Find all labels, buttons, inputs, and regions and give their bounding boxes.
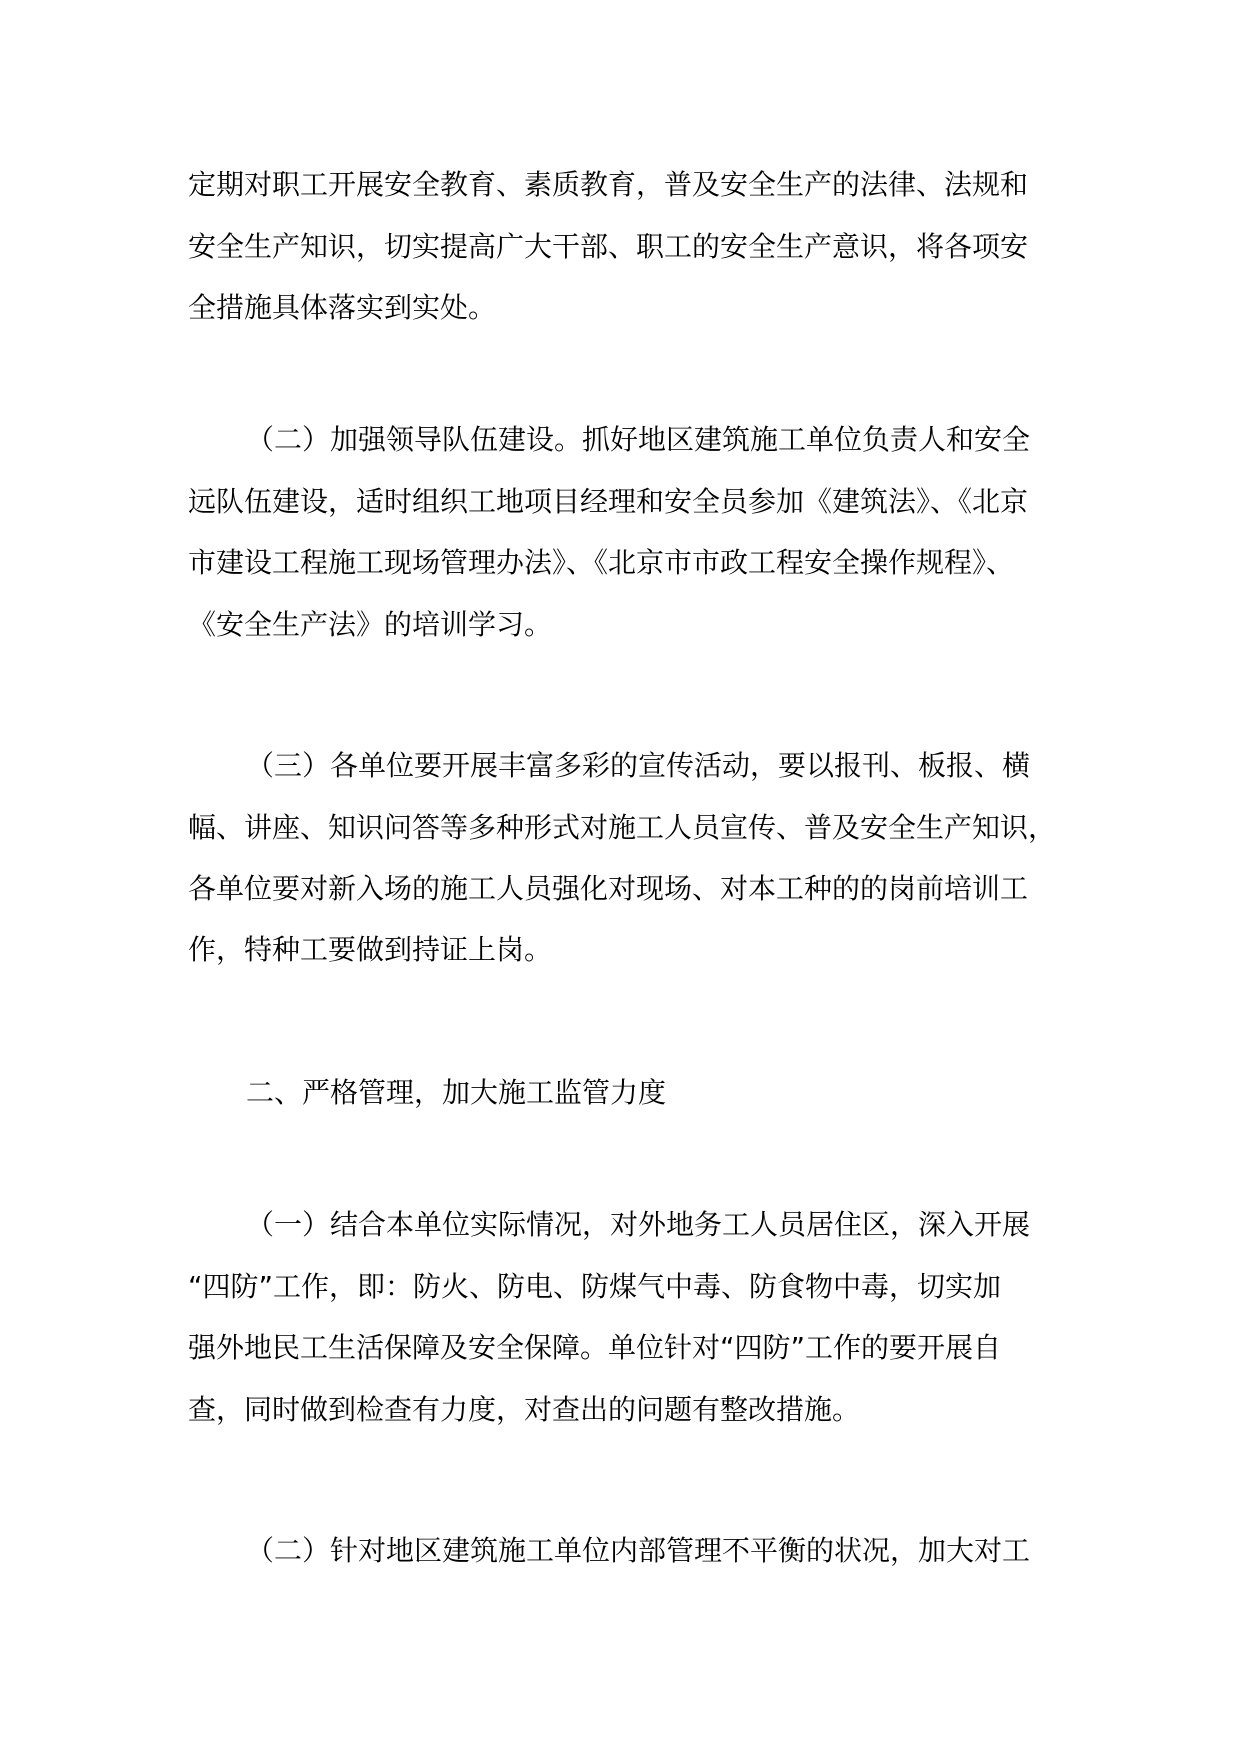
paragraph-5-line-2: “四防”工作，即：防火、防电、防煤气中毒、防食物中毒，切实加 bbox=[188, 1270, 1002, 1303]
paragraph-5-line-3: 强外地民工生活保障及安全保障。单位针对“四防”工作的要开展自 bbox=[188, 1331, 1002, 1364]
paragraph-1-line-3: 全措施具体落实到实处。 bbox=[188, 291, 497, 324]
paragraph-3-line-1: （三）各单位要开展丰富多彩的宣传活动，要以报刊、板报、横 bbox=[246, 749, 1031, 782]
section-heading: 二、严格管理，加大施工监管力度 bbox=[246, 1076, 667, 1109]
paragraph-1-line-2: 安全生产知识，切实提高广大干部、职工的安全生产意识，将各项安 bbox=[188, 230, 1029, 263]
paragraph-2-line-1: （二）加强领导队伍建设。抓好地区建筑施工单位负责人和安全 bbox=[246, 423, 1031, 456]
paragraph-3-line-3: 各单位要对新入场的施工人员强化对现场、对本工种的的岗前培训工 bbox=[188, 872, 1029, 905]
paragraph-1-line-1: 定期对职工开展安全教育、素质教育，普及安全生产的法律、法规和 bbox=[188, 168, 1029, 201]
paragraph-6-line-1: （二）针对地区建筑施工单位内部管理不平衡的状况，加大对工 bbox=[246, 1534, 1031, 1567]
paragraph-3-line-4: 作，特种工要做到持证上岗。 bbox=[188, 933, 553, 966]
paragraph-5-line-4: 查，同时做到检查有力度，对查出的问题有整改措施。 bbox=[188, 1393, 861, 1426]
paragraph-2-line-2: 远队伍建设，适时组织工地项目经理和安全员参加《建筑法》、《北京 bbox=[188, 485, 1029, 518]
paragraph-2-line-4: 《安全生产法》的培训学习。 bbox=[188, 608, 553, 641]
paragraph-2-line-3: 市建设工程施工现场管理办法》、《北京市市政工程安全操作规程》、 bbox=[188, 546, 1015, 579]
paragraph-5-line-1: （一）结合本单位实际情况，对外地务工人员居住区，深入开展 bbox=[246, 1208, 1031, 1241]
paragraph-3-line-2: 幅、讲座、知识问答等多种形式对施工人员宣传、普及安全生产知识， bbox=[188, 811, 1057, 844]
